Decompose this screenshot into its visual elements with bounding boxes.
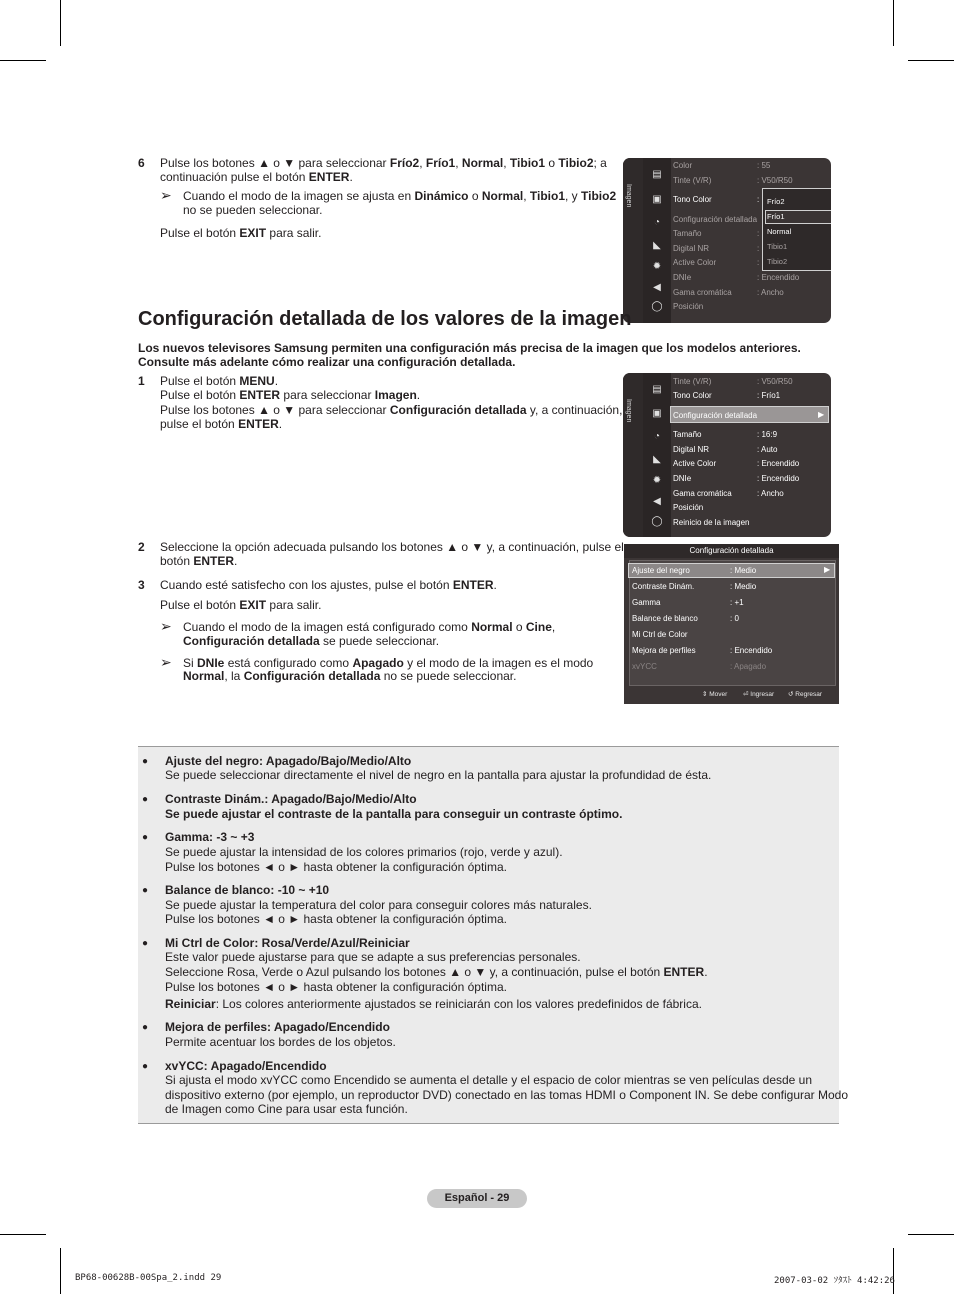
step6-exit: Pulse el botón EXIT para salir. [160,226,322,240]
step3-line1: Cuando esté satisfecho con los ajustes, pulse el botón ENTER. [160,578,497,592]
note-arrow-icon: ➢ [160,654,172,670]
picture-icon: ▤ [652,384,662,395]
support-icon: ◯ [651,516,663,527]
step1-line3: Pulse los botones ▲ o ▼ para seleccionar Configuración detallada y, a continuación, [160,403,623,417]
intro-line2: Consulte más adelante cómo realizar una configuración detallada. [138,355,516,369]
channel-icon: ◣ [653,240,661,251]
step3-exit: Pulse el botón EXIT para salir. [160,598,322,612]
osd-row-value-disabled: : Apagado [730,662,767,671]
osd-row-label: Gama cromática [673,288,732,297]
step-number: 6 [138,156,145,170]
note-heading: Contraste Dinám.: Apagado/Bajo/Medio/Alto [165,792,417,806]
note-arrow-icon: ➢ [160,187,172,203]
osd-row-label: Configuración detallada [673,215,758,224]
osd-icon-column [643,373,671,537]
crop-mark [60,0,61,46]
crop-mark [908,60,954,61]
setup-icon: ✹ [652,261,662,272]
osd-row-value: : Ancho [757,288,784,297]
osd-row-value: : Auto [757,445,778,454]
osd-row-label-disabled: xvYCC [632,662,657,671]
move-label: Mover [709,691,728,698]
note-heading: Ajuste del negro: Apagado/Bajo/Medio/Alto [165,754,412,768]
enter-hint [743,690,774,698]
note-text: dispositivo externo (por ejemplo, un reproductor DVD) conectado en las tomas HDMI o Component IN. Se debe configurar Modo [165,1088,849,1102]
channel-icon: ◣ [653,454,661,465]
note-heading: xvYCC: Apagado/Encendido [165,1059,327,1073]
return-hint [788,690,822,698]
osd-row-label-selected[interactable]: Configuración detallada [673,411,758,420]
step6-line2: continuación pulse el botón ENTER. [160,170,353,184]
step-number: 1 [138,374,145,388]
osd-screen-imagen [623,373,831,537]
osd-row-value: : [757,195,760,204]
note-text: de Imagen como Cine para usar esta función. [165,1102,408,1116]
osd-row-label: DNIe [673,273,692,282]
crop-mark [893,1248,894,1294]
osd-row-value: : 55 [757,161,771,170]
bullet-icon: ● [142,832,149,843]
osd-row-label[interactable]: Contraste Dinám. [632,582,695,591]
picture-icon: ▤ [652,169,662,180]
tv-icon: ▣ [652,408,662,419]
note-text: Se puede ajustar la temperatura del color para conseguir colores más naturales. [165,898,592,912]
note-heading: Mi Ctrl de Color: Rosa/Verde/Azul/Reiniciar [165,936,410,950]
osd-row-value: : [757,258,760,267]
note-text: Seleccione Rosa, Verde o Azul pulsando los botones ▲ o ▼ y, a continuación, pulse el botón ENTER. [165,965,708,979]
return-label: Regresar [795,691,822,698]
dropdown-option-disabled: Tibio1 [767,242,788,251]
bullet-icon: ● [142,1061,149,1072]
step2-line2: botón ENTER. [160,554,238,568]
osd-row-label: Digital NR [673,244,710,253]
crop-mark [908,1234,954,1235]
step-number: 3 [138,578,145,592]
osd-row-value: : V50/R50 [757,377,793,386]
dropdown-option-selected[interactable]: Frío1 [767,212,785,221]
osd-row-value: : Encendido [730,646,773,655]
osd-row-label[interactable]: Mejora de perfiles [632,646,696,655]
bullet-icon: ● [142,794,149,805]
step2-line1: Seleccione la opción adecuada pulsando los botones ▲ o ▼ y, a continuación, pulse el [160,540,624,554]
setup-icon: ✹ [652,475,662,486]
dropdown-option[interactable]: Normal [767,227,792,236]
note-text: Si ajusta el modo xvYCC como Encendido se aumenta el detalle y el espacio de color mientras se ven películas desde un [165,1073,813,1087]
osd-row-label: Tamaño [673,430,702,439]
tv-icon: ▣ [652,194,662,205]
step-number: 2 [138,540,145,554]
osd-tab [623,373,643,537]
osd-screen-configuracion-detallada [624,544,839,704]
osd-row-value: : Encendido [757,474,800,483]
note-text: Pulse los botones ◄ o ► hasta obtener la configuración óptima. [165,860,507,874]
osd-row-value: : 16:9 [757,430,778,439]
osd-row-label: Active Color [673,258,717,267]
osd-row-label: Posición [673,302,704,311]
osd-row-label: DNIe [673,474,692,483]
bullet-icon: ● [142,756,149,767]
note-text: Este valor puede ajustarse para que se adapte a sus preferencias personales. [165,950,581,964]
sound-icon: ◔ [653,217,661,228]
osd-row-label: Tinte (V/R) [673,176,712,185]
note-text: Pulse los botones ◄ o ► hasta obtener la configuración óptima. [165,912,507,926]
osd-row-value: : +1 [730,598,744,607]
osd-tab-label: Imagen [625,399,632,423]
osd-row-value: : Medio [730,582,757,591]
osd-row-label: Tono Color [673,195,712,204]
osd-row-value: : [757,244,760,253]
updown-icon: ⇕ [702,691,708,698]
sound-icon: ◔ [653,431,661,442]
bullet-icon: ● [142,938,149,949]
note-heading: Gamma: -3 ~ +3 [165,830,255,844]
note-text: Se puede ajustar el contraste de la pantalla para conseguir un contraste óptimo. [165,807,623,821]
print-footer-file: BP68-00628B-00Spa_2.indd 29 [75,1273,222,1283]
support-icon: ◯ [651,301,663,312]
tono-color-dropdown[interactable] [762,188,831,271]
print-footer-date: 2007-03-02 ｿﾀｽﾄ 4:42:26 [774,1276,895,1286]
note-text: Se puede ajustar la intensidad de los colores primarios (rojo, verde y azul). [165,845,563,859]
crop-mark [893,0,894,46]
osd-tab [623,158,643,323]
osd-screen-tono-color [623,158,831,323]
step3-note2-line2: Normal, la Configuración detallada no se puede seleccionar. [183,669,517,683]
crop-mark [60,1248,61,1294]
step1-line2: Pulse el botón ENTER para seleccionar Imagen. [160,388,421,402]
step3-note1-line2: Configuración detallada se puede seleccionar. [183,634,440,648]
osd-row-value: : Medio [730,566,757,575]
osd-row-value: : V50/R50 [757,176,793,185]
osd-row-label: Active Color [673,459,717,468]
osd-row-value: : Encendido [757,459,800,468]
osd-tab-label: Imagen [625,184,632,208]
input-icon: ◀ [653,282,661,293]
step3-note2-line1: Si DNIe está configurado como Apagado y el modo de la imagen es el modo [183,656,594,670]
osd-row-label[interactable]: Mi Ctrl de Color [632,630,688,639]
osd-row-label: Tinte (V/R) [673,377,712,386]
osd-row-label: Gama cromática [673,489,732,498]
osd-icon-column [643,158,671,323]
step6-line1: Pulse los botones ▲ o ▼ para seleccionar Frío2, Frío1, Normal, Tibio1 o Tibio2; a [160,156,607,170]
osd-row-label: Posición [673,503,704,512]
move-hint [702,690,727,698]
step1-line4: pulse el botón ENTER. [160,417,283,431]
osd-row-label[interactable]: Balance de blanco [632,614,698,623]
step6-note-line1: Cuando el modo de la imagen se ajusta en Dinámico o Normal, Tibio1, y Tibio2 [183,189,617,203]
intro-line1: Los nuevos televisores Samsung permiten una configuración más precisa de la imagen que los modelos anteriores. [138,341,801,355]
crop-mark [0,60,46,61]
crop-mark [0,1234,46,1235]
step6-note-line2: no se pueden seleccionar. [183,203,323,217]
dropdown-option-disabled: Tibio2 [767,257,788,266]
note-arrow-icon: ➢ [160,618,172,634]
note-text: Se puede seleccionar directamente el nivel de negro en la pantalla para ajustar la profundidad de ésta. [165,768,712,782]
enter-icon: ⏎ [743,691,749,698]
dropdown-option[interactable]: Frío2 [767,197,785,206]
osd-row-label-selected[interactable]: Ajuste del negro [632,566,690,575]
note-text: Pulse los botones ◄ o ► hasta obtener la configuración óptima. [165,980,507,994]
note-text: Reiniciar: Los colores anteriormente ajustados se reiniciarán con los valores predefinidos de fábrica. [165,997,702,1011]
note-heading: Mejora de perfiles: Apagado/Encendido [165,1020,390,1034]
osd-row-label: Color [673,161,693,170]
step3-note1-line1: Cuando el modo de la imagen está configurado como Normal o Cine, [183,620,556,634]
enter-label: Ingresar [750,691,775,698]
osd-row-label: Reinicio de la imagen [673,518,750,527]
osd-row-value: : Encendido [757,273,800,282]
osd-row-label[interactable]: Gamma [632,598,661,607]
page-title: Configuración detallada de los valores de la imagen [138,308,632,330]
return-icon: ↺ [788,691,794,698]
bullet-icon: ● [142,1022,149,1033]
bullet-icon: ● [142,885,149,896]
osd-row-label: Tamaño [673,229,702,238]
osd-row-label: Digital NR [673,445,710,454]
page-number-badge: Español - 29 [427,1189,527,1208]
step1-line1: Pulse el botón MENU. [160,374,279,388]
input-icon: ◀ [653,496,661,507]
note-heading: Balance de blanco: -10 ~ +10 [165,883,330,897]
osd-row-label: Tono Color [673,391,712,400]
osd-row-value: : Ancho [757,489,784,498]
osd-header: Configuración detallada [624,544,839,558]
osd-row-value: : Frío1 [757,391,781,400]
osd-row-value: : 0 [730,614,739,623]
submenu-arrow-icon: ▶ [818,410,825,419]
osd-row-value: : [757,229,760,238]
submenu-arrow-icon: ▶ [824,565,831,574]
note-text: Permite acentuar los bordes de los objetos. [165,1035,396,1049]
